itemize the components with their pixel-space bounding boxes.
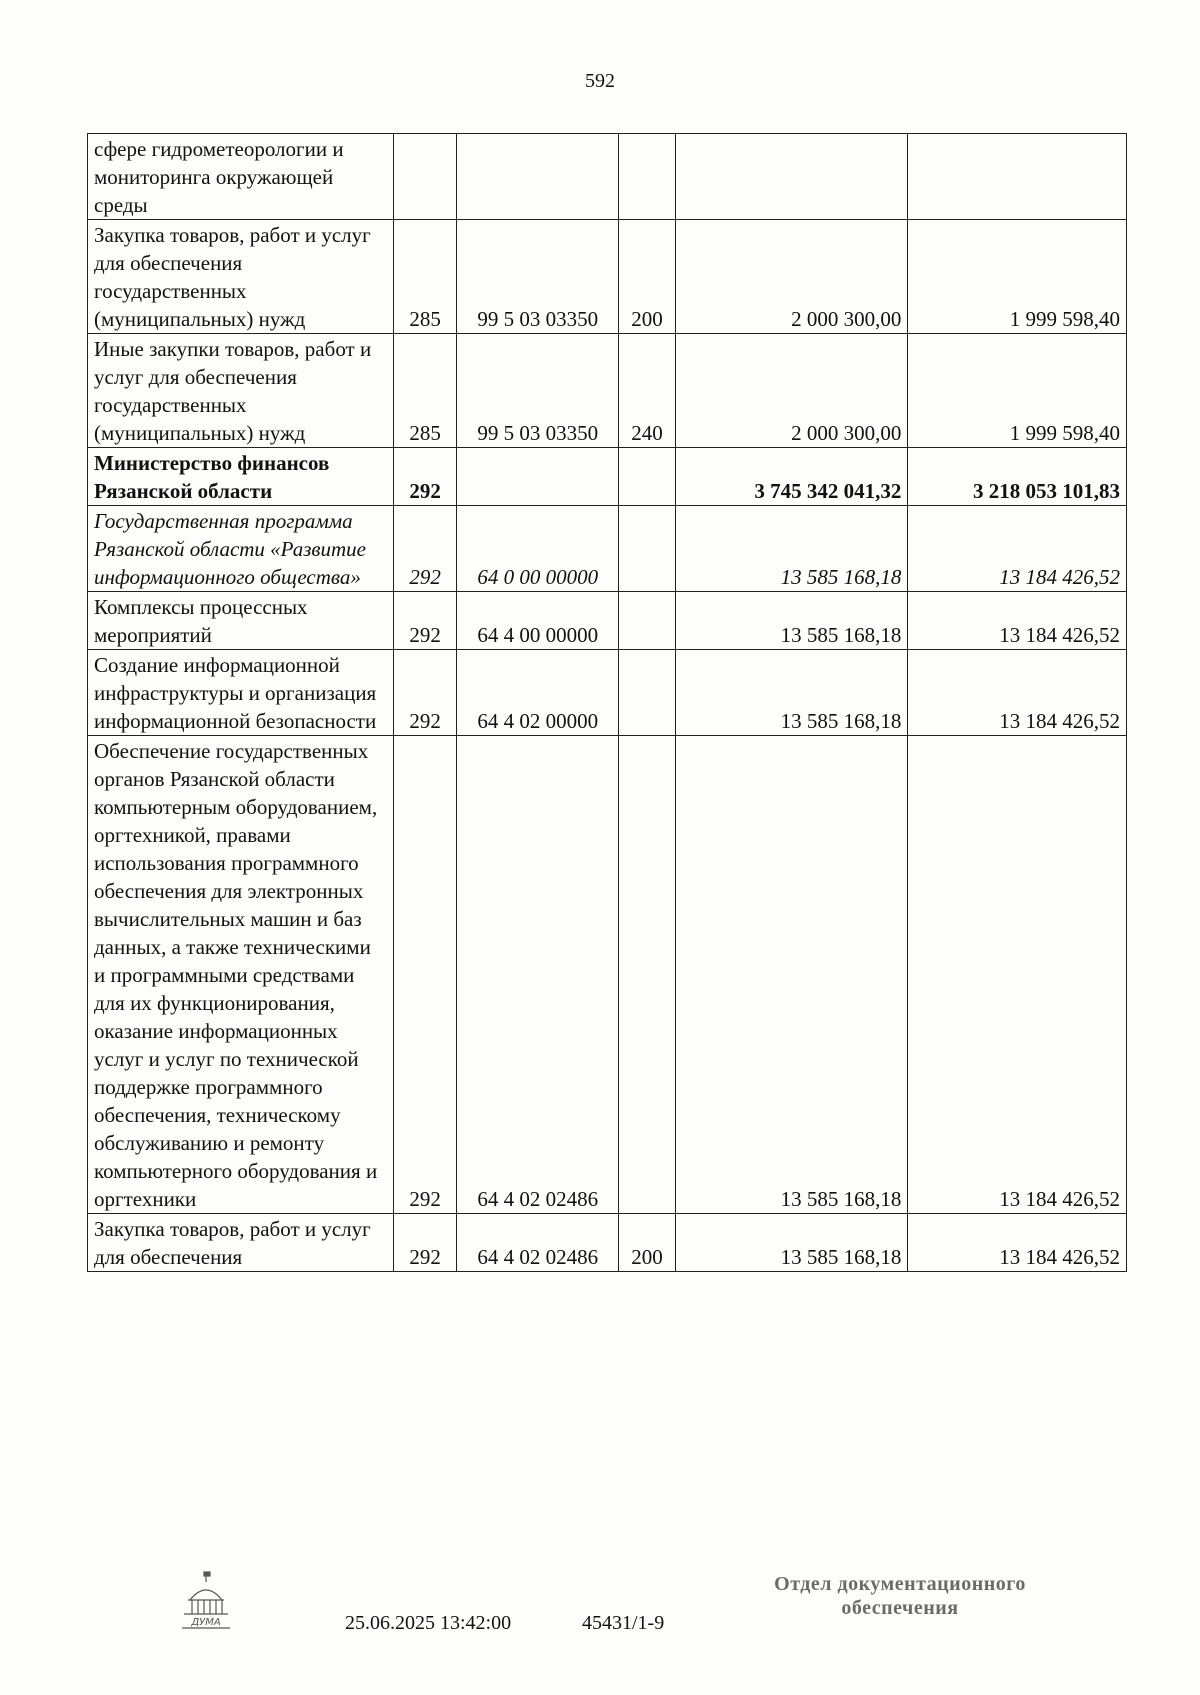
target-article-cell: 64 4 02 02486 — [457, 1214, 619, 1272]
page-number: 592 — [585, 70, 615, 92]
table-row — [88, 506, 1127, 592]
svg-text:ДУМА: ДУМА — [191, 1617, 221, 1628]
target-article-cell: 64 4 02 00000 — [457, 650, 619, 736]
row-name-cell: Иные закупки товаров, работ и услуг для обеспечения государственных (муниципальных) нужд — [88, 334, 394, 448]
table-row — [88, 650, 1127, 736]
executed-amount-cell: 13 184 426,52 — [908, 1214, 1127, 1272]
plan-amount-cell: 13 585 168,18 — [675, 736, 908, 1214]
footer-doc-number: 45431/1-9 — [582, 1612, 665, 1634]
row-name-cell: Государственная программа Рязанской области «Развитие информационного общества» — [88, 506, 394, 592]
plan-amount-cell: 13 585 168,18 — [675, 592, 908, 650]
department-stamp — [740, 1572, 1060, 1620]
row-name-cell: Комплексы процессных мероприятий — [88, 592, 394, 650]
executed-amount-cell: 3 218 053 101,83 — [908, 448, 1127, 506]
table-row — [88, 448, 1127, 506]
target-article-cell — [457, 448, 619, 506]
table-row — [88, 1214, 1127, 1272]
expense-type-cell — [619, 506, 675, 592]
admin-code-cell: 292 — [394, 448, 457, 506]
row-name-cell: Закупка товаров, работ и услуг для обеспечения государственных (муниципальных) нужд — [88, 220, 394, 334]
plan-amount-cell: 13 585 168,18 — [675, 1214, 908, 1272]
row-name-cell: Обеспечение государственных органов Рязанской области компьютерным оборудованием, оргтехникой, правами использования программного обеспечения для электронных вычислительных машин и баз данных, а также техническими и программными средствами для их функционирования, оказание информационных услуг и услуг по технической поддержке программного обеспечения, техническому обслуживанию и ремонту компьютерного оборудования и оргтехники — [88, 736, 394, 1214]
expense-type-cell — [619, 134, 675, 220]
footer-datetime: 25.06.2025 13:42:00 — [345, 1612, 512, 1634]
budget-table — [87, 133, 1127, 1272]
executed-amount-cell: 13 184 426,52 — [908, 506, 1127, 592]
plan-amount-cell: 2 000 300,00 — [675, 334, 908, 448]
expense-type-cell — [619, 448, 675, 506]
admin-code-cell — [394, 134, 457, 220]
expense-type-cell — [619, 736, 675, 1214]
executed-amount-cell: 1 999 598,40 — [908, 220, 1127, 334]
admin-code-cell: 292 — [394, 650, 457, 736]
admin-code-cell: 285 — [394, 334, 457, 448]
admin-code-cell: 285 — [394, 220, 457, 334]
target-article-cell: 64 0 00 00000 — [457, 506, 619, 592]
admin-code-cell: 292 — [394, 592, 457, 650]
admin-code-cell: 292 — [394, 736, 457, 1214]
target-article-cell: 99 5 03 03350 — [457, 220, 619, 334]
executed-amount-cell: 13 184 426,52 — [908, 736, 1127, 1214]
duma-logo — [178, 1570, 234, 1634]
stamp-line-1: Отдел документационного — [774, 1573, 1026, 1595]
row-name-cell: Закупка товаров, работ и услуг для обеспечения — [88, 1214, 394, 1272]
row-name-cell: сфере гидрометеорологии и мониторинга окружающей среды — [88, 134, 394, 220]
executed-amount-cell: 1 999 598,40 — [908, 334, 1127, 448]
expense-type-cell: 200 — [619, 220, 675, 334]
target-article-cell: 64 4 02 02486 — [457, 736, 619, 1214]
plan-amount-cell: 3 745 342 041,32 — [675, 448, 908, 506]
expense-type-cell — [619, 650, 675, 736]
target-article-cell — [457, 134, 619, 220]
table-row — [88, 736, 1127, 1214]
stamp-line-2: обеспечения — [841, 1597, 959, 1619]
admin-code-cell: 292 — [394, 506, 457, 592]
table-row — [88, 134, 1127, 220]
executed-amount-cell: 13 184 426,52 — [908, 650, 1127, 736]
expense-type-cell: 240 — [619, 334, 675, 448]
table-row — [88, 334, 1127, 448]
target-article-cell: 99 5 03 03350 — [457, 334, 619, 448]
plan-amount-cell — [675, 134, 908, 220]
executed-amount-cell — [908, 134, 1127, 220]
row-name-cell: Министерство финансов Рязанской области — [88, 448, 394, 506]
admin-code-cell: 292 — [394, 1214, 457, 1272]
expense-type-cell — [619, 592, 675, 650]
plan-amount-cell: 2 000 300,00 — [675, 220, 908, 334]
plan-amount-cell: 13 585 168,18 — [675, 650, 908, 736]
expense-type-cell: 200 — [619, 1214, 675, 1272]
table-row — [88, 220, 1127, 334]
target-article-cell: 64 4 00 00000 — [457, 592, 619, 650]
plan-amount-cell: 13 585 168,18 — [675, 506, 908, 592]
table-row — [88, 592, 1127, 650]
row-name-cell: Создание информационной инфраструктуры и организация информационной безопасности — [88, 650, 394, 736]
executed-amount-cell: 13 184 426,52 — [908, 592, 1127, 650]
